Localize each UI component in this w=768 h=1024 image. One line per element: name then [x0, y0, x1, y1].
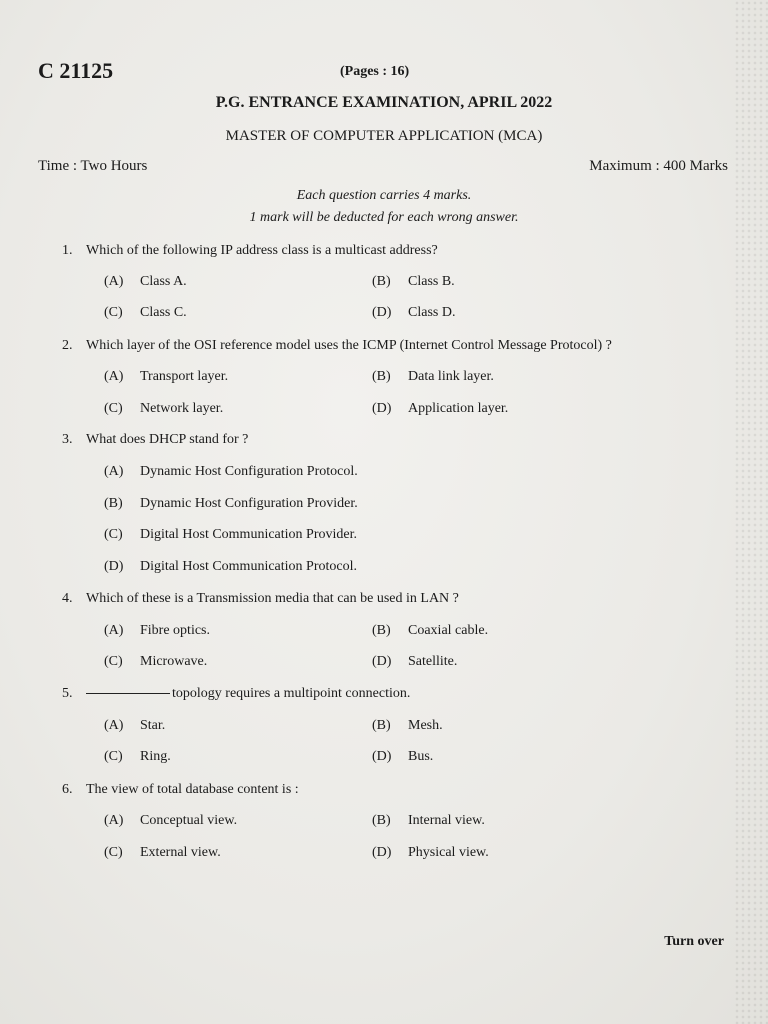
option-label: (C)	[104, 654, 123, 669]
option-text: Star.	[140, 718, 166, 733]
question-number: 2.	[62, 338, 73, 353]
option-text: Mesh.	[408, 718, 443, 733]
option-a	[104, 718, 165, 734]
option-label: (B)	[372, 274, 391, 289]
option-d	[372, 749, 433, 765]
option-text: Class D.	[408, 305, 456, 320]
option-label: (A)	[104, 369, 124, 384]
option-text: Network layer.	[140, 401, 224, 416]
option-label: (B)	[372, 718, 391, 733]
option-b	[372, 813, 485, 829]
page-count: (Pages : 16)	[340, 64, 410, 79]
paper-code: C 21125	[38, 58, 114, 83]
question-number: 4.	[62, 591, 73, 606]
option-a	[104, 369, 228, 385]
option-text: Digital Host Communication Provider.	[140, 527, 357, 542]
exam-subtitle: MASTER OF COMPUTER APPLICATION (MCA)	[225, 128, 543, 144]
option-label: (B)	[372, 369, 391, 384]
option-label: (D)	[372, 654, 392, 669]
exam-title: P.G. ENTRANCE EXAMINATION, APRIL 2022	[215, 94, 553, 111]
option-text: Transport layer.	[140, 369, 229, 384]
maximum-marks: Maximum : 400 Marks	[589, 158, 728, 174]
question-text-with-blank	[86, 686, 410, 702]
option-d	[372, 401, 508, 417]
option-d	[372, 654, 457, 670]
question-text: Which of these is a Transmission media that can be used in LAN ?	[86, 591, 459, 606]
option-b	[372, 369, 494, 385]
option-d	[104, 559, 357, 575]
option-text: External view.	[140, 845, 221, 860]
option-b	[372, 274, 455, 290]
option-text: Microwave.	[140, 654, 208, 669]
exam-duration: Time : Two Hours	[38, 158, 148, 174]
option-b	[372, 718, 443, 734]
option-label: (D)	[372, 749, 392, 764]
option-text: Internal view.	[408, 813, 485, 828]
option-c	[104, 845, 221, 861]
option-text: Conceptual view.	[140, 813, 238, 828]
option-c	[104, 401, 223, 417]
option-label: (C)	[104, 527, 123, 542]
turn-over-note: Turn over	[664, 934, 724, 949]
option-label: (C)	[104, 845, 123, 860]
option-text: Physical view.	[408, 845, 489, 860]
option-label: (D)	[104, 559, 124, 574]
scan-edge-texture	[734, 0, 768, 1024]
option-text: Dynamic Host Configuration Protocol.	[140, 464, 358, 479]
question-text: The view of total database content is :	[86, 782, 299, 797]
option-c	[104, 527, 357, 543]
instruction-negative: 1 mark will be deducted for each wrong answer.	[249, 210, 519, 225]
option-label: (C)	[104, 401, 123, 416]
option-a	[104, 623, 210, 639]
option-text: Ring.	[140, 749, 171, 764]
option-label: (D)	[372, 401, 392, 416]
option-label: (A)	[104, 274, 124, 289]
question-number: 6.	[62, 782, 73, 797]
option-label: (C)	[104, 305, 123, 320]
option-label: (B)	[104, 496, 123, 511]
option-text: Satellite.	[408, 654, 458, 669]
option-d	[372, 305, 455, 321]
option-text: Class B.	[408, 274, 455, 289]
option-text: Dynamic Host Configuration Provider.	[140, 496, 358, 511]
option-label: (D)	[372, 845, 392, 860]
option-a	[104, 813, 237, 829]
option-label: (D)	[372, 305, 392, 320]
fill-in-blank-line	[86, 693, 170, 694]
question-text: topology requires a multipoint connection.	[172, 686, 411, 701]
option-b	[104, 496, 358, 512]
question-number: 3.	[62, 432, 73, 447]
option-text: Digital Host Communication Protocol.	[140, 559, 357, 574]
option-a	[104, 274, 187, 290]
option-b	[372, 623, 488, 639]
option-text: Bus.	[408, 749, 434, 764]
question-text: Which layer of the OSI reference model uses the ICMP (Internet Control Message Protocol) ?	[86, 338, 612, 353]
option-a	[104, 464, 358, 480]
option-label: (A)	[104, 464, 124, 479]
option-c	[104, 749, 171, 765]
question-number: 5.	[62, 686, 73, 701]
option-text: Class C.	[140, 305, 187, 320]
option-c	[104, 654, 207, 670]
option-label: (B)	[372, 623, 391, 638]
option-label: (A)	[104, 623, 124, 638]
option-text: Data link layer.	[408, 369, 494, 384]
option-text: Coaxial cable.	[408, 623, 489, 638]
option-label: (A)	[104, 718, 124, 733]
question-text: What does DHCP stand for ?	[86, 432, 249, 447]
question-text: Which of the following IP address class is a multicast address?	[86, 243, 438, 258]
option-text: Fibre optics.	[140, 623, 210, 638]
question-number: 1.	[62, 243, 73, 258]
instruction-marks: Each question carries 4 marks.	[296, 188, 472, 203]
option-label: (B)	[372, 813, 391, 828]
option-label: (C)	[104, 749, 123, 764]
option-c	[104, 305, 187, 321]
option-label: (A)	[104, 813, 124, 828]
option-text: Class A.	[140, 274, 187, 289]
option-text: Application layer.	[408, 401, 509, 416]
option-d	[372, 845, 489, 861]
